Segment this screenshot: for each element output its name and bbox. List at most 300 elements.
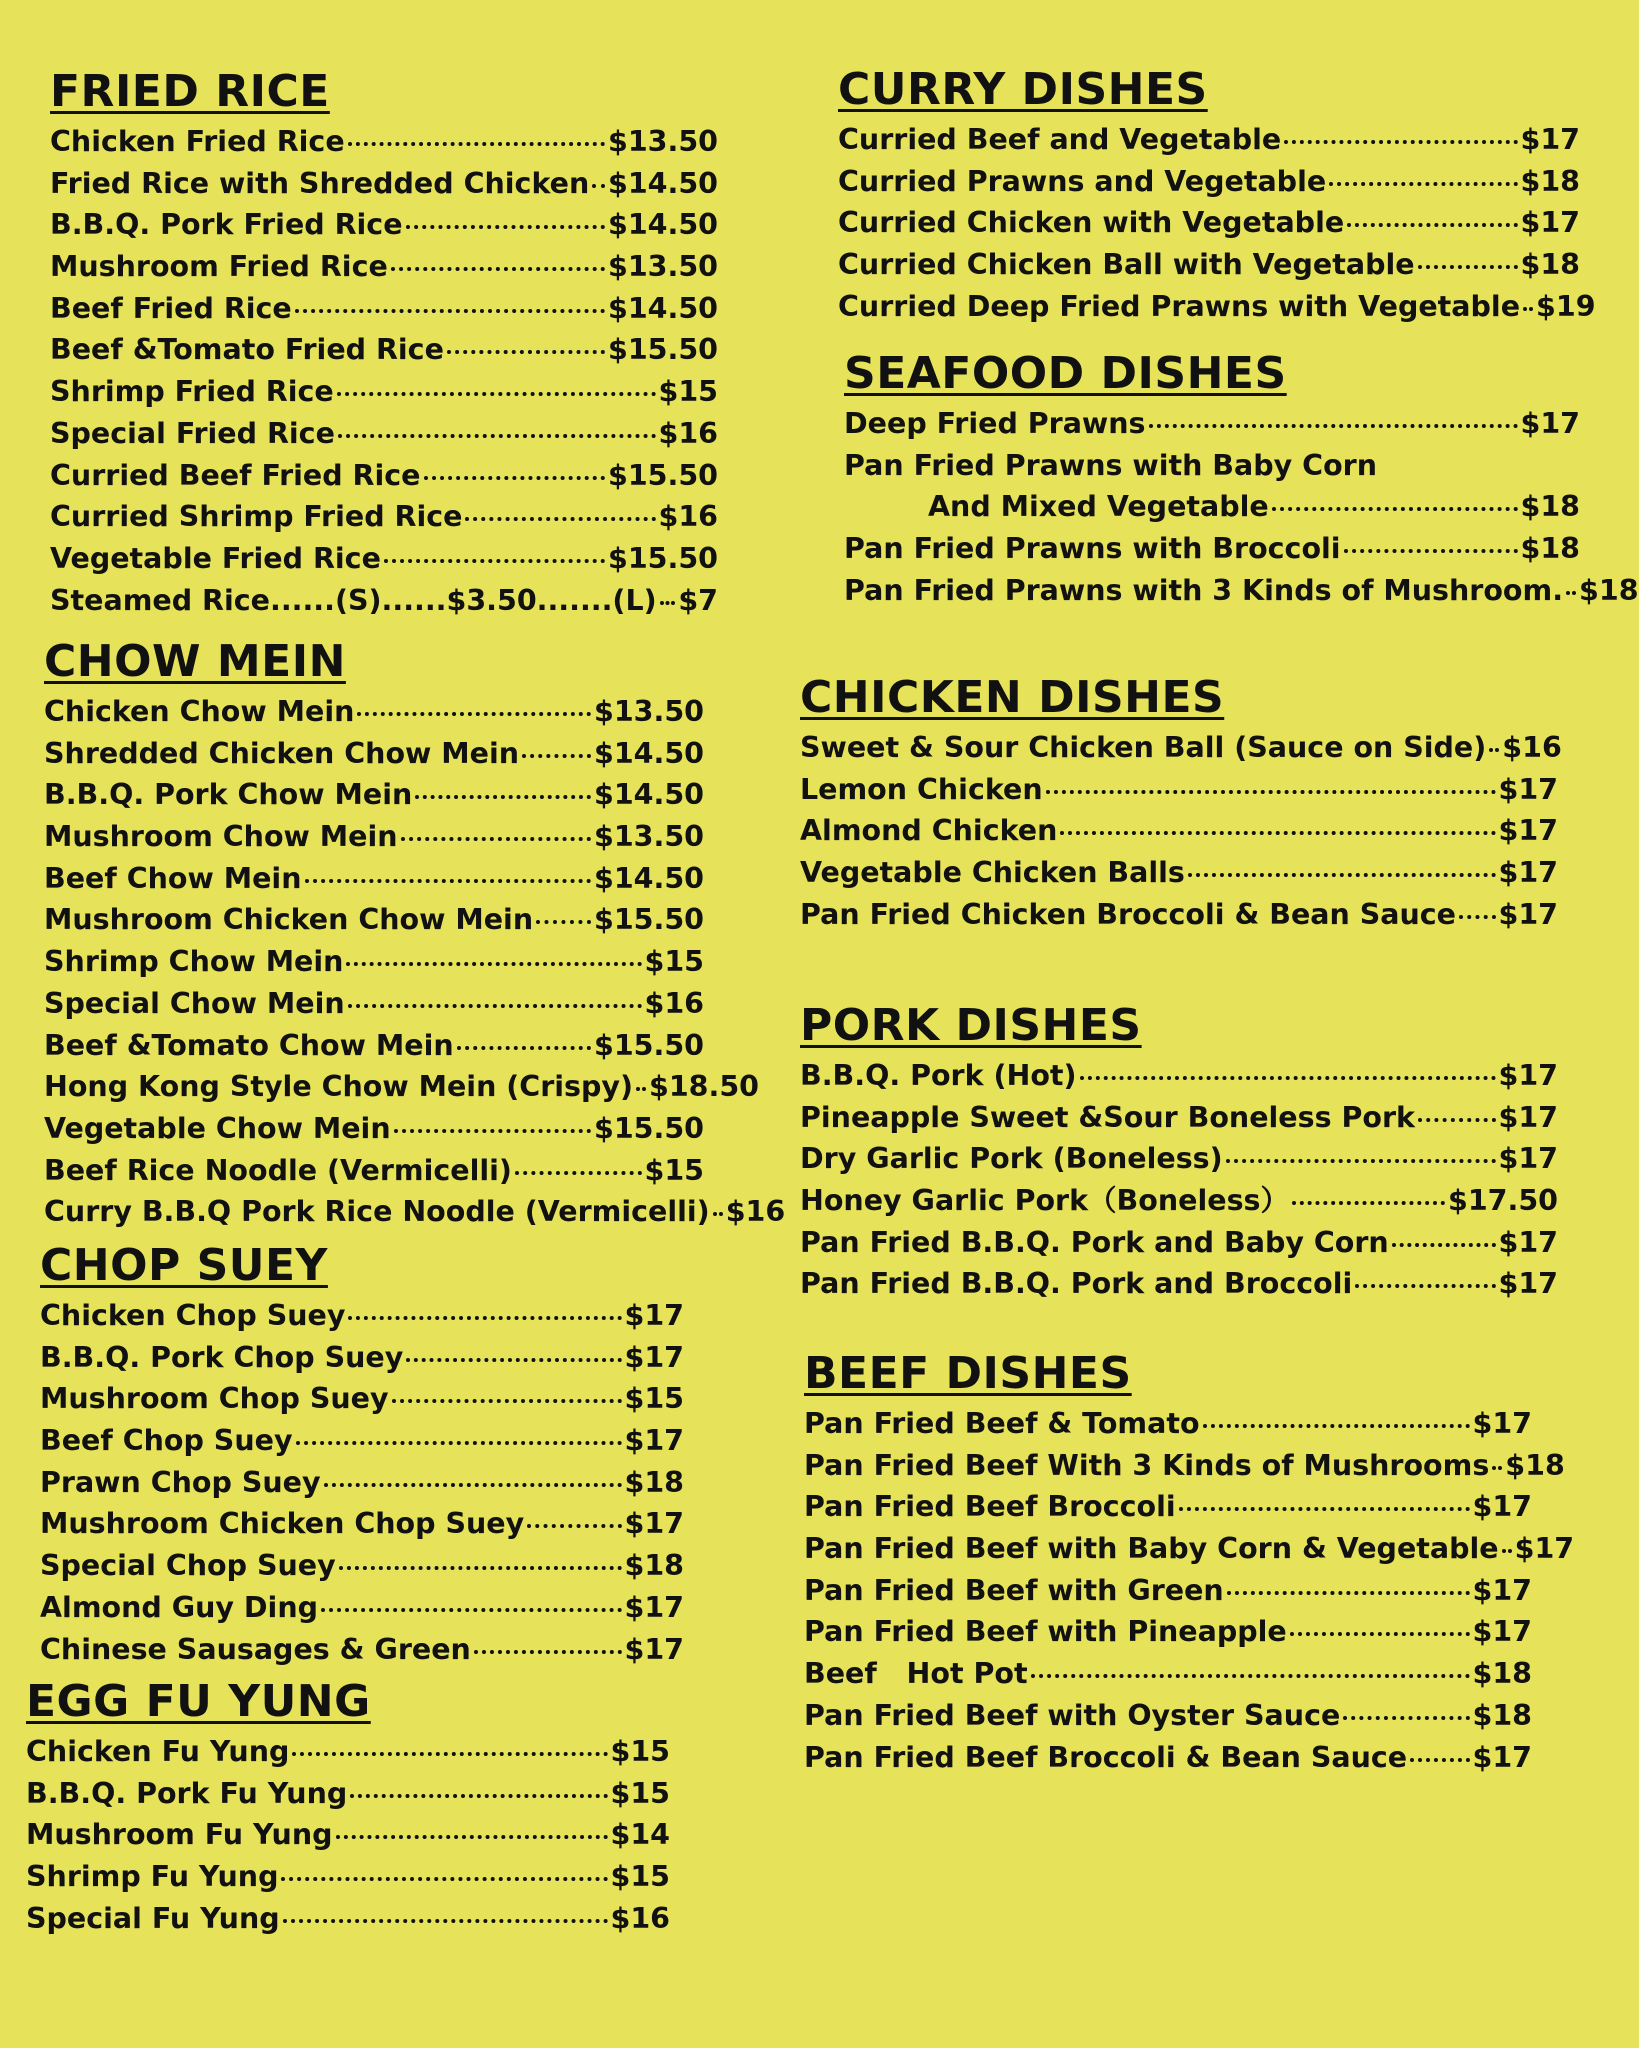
menu-item-name: Chicken Chow Mein [44, 695, 355, 728]
menu-item [50, 455, 718, 497]
dot-leader [357, 712, 591, 716]
menu-item [44, 1150, 704, 1192]
menu-item-name: Curried Beef Fried Rice [50, 458, 421, 492]
dot-leader [1080, 1076, 1496, 1080]
section-title: PORK DISHES [800, 1000, 1142, 1051]
menu-item-name: Pan Fried Beef With 3 Kinds of Mushrooms [804, 1448, 1490, 1482]
dot-leader [1418, 265, 1518, 269]
dot-leader [1355, 1284, 1495, 1288]
menu-item-name: Pan Fried Beef with Oyster Sauce [804, 1698, 1341, 1732]
menu-item [44, 1108, 704, 1150]
menu-item [804, 1528, 1575, 1570]
dot-leader [474, 1650, 622, 1654]
dot-leader [406, 225, 605, 229]
dot-leader [1188, 873, 1496, 877]
menu-item-name: Pan Fried Chicken Broccoli & Bean Sauce [800, 897, 1457, 931]
menu-item-list [804, 1403, 1575, 1778]
menu-item-name: Beef Fried Rice [50, 291, 292, 325]
menu-item-name: Steamed Rice......(S)......$3.50.......(L) [50, 583, 657, 617]
menu-item-price: $17 [1472, 1615, 1532, 1649]
menu-item-price: $15 [610, 1776, 670, 1810]
menu-item [804, 1445, 1565, 1487]
menu-item-name: Vegetable Chicken Balls [800, 856, 1185, 890]
section-chicken-dishes [800, 672, 1562, 935]
dot-leader [295, 309, 605, 313]
menu-item-price: $15.50 [594, 1028, 704, 1062]
section-title: EGG FU YUNG [26, 1676, 371, 1727]
menu-item [40, 1420, 684, 1462]
menu-item-price: $15 [610, 1735, 670, 1768]
dot-leader [338, 434, 656, 438]
dot-leader [465, 517, 655, 521]
dot-leader [1343, 1716, 1469, 1720]
menu-item-name: Mushroom Chicken Chow Mein [44, 903, 534, 937]
menu-item [50, 246, 718, 288]
menu-item-list [50, 121, 718, 621]
dot-leader [296, 1441, 622, 1445]
menu-item-name: B.B.Q. Pork Chop Suey [40, 1340, 404, 1374]
section-curry-dishes [838, 64, 1596, 327]
menu-item [40, 1587, 684, 1629]
dot-leader [660, 601, 676, 605]
menu-item-price: $19 [1536, 289, 1596, 323]
menu-item-name: Shrimp Fried Rice [50, 375, 334, 409]
menu-item-price: $15 [644, 945, 704, 979]
menu-item-name: Chicken Fried Rice [50, 125, 345, 158]
menu-item-name: Special Fu Yung [26, 1901, 280, 1935]
menu-item [800, 1180, 1558, 1222]
menu-item-name: Pan Fried Beef & Tomato [804, 1407, 1200, 1440]
dot-leader [292, 1752, 607, 1756]
menu-item-price: $15.50 [608, 541, 718, 575]
menu-item-name: Curried Shrimp Fried Rice [50, 500, 463, 534]
menu-item-price: $18 [1520, 164, 1580, 198]
menu-item [844, 570, 1639, 612]
dot-leader [1292, 1201, 1445, 1205]
menu-item-price: $16 [725, 1195, 786, 1229]
menu-item-name: Prawn Chop Suey [40, 1465, 321, 1499]
menu-item-name: Honey Garlic Pork（Boneless） [800, 1184, 1290, 1218]
menu-item-price: $18 [624, 1465, 684, 1499]
menu-item-name: Dry Garlic Pork (Boneless) [800, 1142, 1223, 1176]
menu-item-list [40, 1295, 684, 1670]
dot-leader [348, 1004, 642, 1008]
dot-leader [1410, 1758, 1469, 1762]
menu-item [804, 1737, 1532, 1779]
menu-item-price: $7 [678, 583, 718, 617]
dot-leader [1203, 1424, 1470, 1428]
menu-item-price: $16 [658, 500, 718, 534]
menu-item-price: $15 [624, 1382, 684, 1416]
menu-item-name: Deep Fried Prawns [844, 407, 1146, 440]
menu-item-name: Pan Fried Beef with Pineapple [804, 1615, 1287, 1649]
menu-item-name: Lemon Chicken [800, 772, 1043, 806]
menu-item-name: Pan Fried B.B.Q. Pork and Baby Corn [800, 1225, 1389, 1259]
menu-item [40, 1545, 684, 1587]
dot-leader [713, 1212, 723, 1216]
menu-item [838, 244, 1580, 286]
menu-item-price: $17 [1498, 1225, 1558, 1259]
section-title: FRIED RICE [50, 66, 330, 117]
section-title: CURRY DISHES [838, 64, 1208, 115]
menu-item-name: Vegetable Fried Rice [50, 541, 381, 575]
dot-leader [394, 1129, 591, 1133]
menu-item [804, 1653, 1532, 1695]
menu-item-name: Beef &Tomato Chow Mein [44, 1028, 454, 1062]
menu-item-price: $17 [1498, 814, 1558, 848]
menu-item [40, 1378, 684, 1420]
menu-item-price: $17 [1498, 772, 1558, 806]
menu-item-name: Pan Fried Prawns with Broccoli [844, 532, 1341, 566]
menu-item-name: Mushroom Fu Yung [26, 1818, 333, 1852]
menu-item-price: $18 [1520, 490, 1580, 524]
dot-leader [1031, 1674, 1470, 1678]
section-chop-suey [40, 1240, 684, 1670]
menu-item-name: B.B.Q. Pork Fu Yung [26, 1776, 348, 1810]
menu-item-price: $14.50 [608, 166, 718, 200]
menu-item [838, 161, 1580, 203]
menu-item-name: Pan Fried Beef with Green [804, 1573, 1224, 1607]
dot-leader [324, 1483, 622, 1487]
menu-item-list [838, 119, 1596, 327]
dot-leader [391, 267, 605, 271]
dot-leader [1489, 748, 1499, 752]
menu-item-list [844, 403, 1639, 611]
menu-item [44, 983, 704, 1025]
dot-leader [536, 920, 591, 924]
dot-leader [283, 1919, 608, 1923]
dot-leader [350, 1794, 607, 1798]
menu-item-name: Pan Fried Beef Broccoli & Bean Sauce [804, 1740, 1408, 1774]
dot-leader [1284, 140, 1517, 144]
dot-leader [281, 1877, 607, 1881]
menu-item-price: $17 [624, 1507, 684, 1541]
dot-leader [415, 795, 591, 799]
menu-item-price: $16 [1502, 731, 1562, 764]
menu-item-price: $18.50 [649, 1070, 759, 1104]
menu-item-price: $15.50 [608, 333, 718, 367]
menu-item-list [800, 727, 1562, 935]
dot-leader [384, 559, 605, 563]
menu-item [838, 119, 1580, 161]
menu-item-price: $17 [1498, 1100, 1558, 1134]
menu-item-name: Almond Chicken [800, 814, 1058, 848]
menu-item [26, 1731, 670, 1773]
menu-item-price: $17 [1498, 1142, 1558, 1176]
dot-leader [1226, 1159, 1496, 1163]
menu-item [40, 1295, 684, 1337]
menu-item [44, 1066, 759, 1108]
menu-item [50, 538, 718, 580]
dot-leader [406, 1358, 621, 1362]
menu-item-name: And Mixed Vegetable [928, 490, 1269, 524]
menu-item-price: $18 [1472, 1657, 1532, 1691]
menu-item-name: Curry B.B.Q Pork Rice Noodle (Vermicelli) [44, 1195, 710, 1229]
menu-item [50, 413, 718, 455]
menu-item-price: $14.50 [594, 778, 704, 812]
menu-item-price: $14.50 [608, 208, 718, 242]
menu-item-price: $14 [610, 1818, 670, 1852]
menu-item [804, 1695, 1532, 1737]
menu-item-price: $16 [644, 986, 704, 1020]
dot-leader [447, 350, 605, 354]
menu-item [44, 733, 704, 775]
dot-leader [1347, 223, 1517, 227]
dot-leader [522, 754, 591, 758]
menu-item-name: Chicken Fu Yung [26, 1735, 290, 1768]
menu-item-price: $13.50 [608, 250, 718, 284]
dot-leader [527, 1524, 621, 1528]
menu-item-price: $17 [1498, 1059, 1558, 1092]
dot-leader [424, 476, 606, 480]
menu-item [40, 1629, 684, 1671]
menu-item-name: Curried Chicken Ball with Vegetable [838, 248, 1415, 282]
menu-item [50, 163, 718, 205]
menu-item [44, 899, 704, 941]
dot-leader [401, 837, 591, 841]
dot-leader [1392, 1243, 1496, 1247]
menu-item [838, 202, 1580, 244]
menu-item [44, 941, 704, 983]
dot-leader [1459, 915, 1495, 919]
menu-item [800, 727, 1562, 769]
menu-item-name: Pan Fried Beef Broccoli [804, 1490, 1176, 1524]
section-chow-mein [44, 636, 786, 1233]
menu-item-name: Hong Kong Style Chow Mein (Crispy) [44, 1070, 634, 1104]
menu-item-name: Vegetable Chow Mein [44, 1111, 391, 1145]
menu-item-price: $18 [1520, 248, 1580, 282]
menu-item [804, 1403, 1532, 1445]
menu-item [50, 288, 718, 330]
menu-item [50, 121, 718, 163]
menu-item-name: Chicken Chop Suey [40, 1299, 346, 1332]
menu-item-name: Special Chop Suey [40, 1549, 336, 1583]
menu-item-price: $17 [1520, 206, 1580, 240]
menu-item-name: B.B.Q. Pork Fried Rice [50, 208, 403, 242]
menu-item-price: $14.50 [608, 291, 718, 325]
menu-item-price: $17 [624, 1632, 684, 1666]
menu-item-price: $17 [1472, 1490, 1532, 1524]
menu-item-price: $17 [624, 1299, 684, 1332]
menu-item-name: Beef Chop Suey [40, 1424, 293, 1458]
menu-item-price: $17 [624, 1590, 684, 1624]
menu-item-name: Shredded Chicken Chow Mein [44, 736, 520, 770]
menu-item-name: Curried Prawns and Vegetable [838, 164, 1327, 198]
dot-leader [636, 1087, 646, 1091]
menu-item [44, 691, 704, 733]
menu-item-price: $15.50 [608, 458, 718, 492]
dot-leader [305, 879, 592, 883]
menu-item-name: Pan Fried Prawns with Baby Corn [844, 448, 1377, 482]
menu-item-name: Pan Fried Prawns with 3 Kinds of Mushroom. [844, 573, 1564, 607]
menu-item-price: $17 [1514, 1532, 1575, 1566]
menu-item-price: $17 [1472, 1407, 1532, 1440]
menu-item-name: Sweet & Sour Chicken Ball (Sauce on Side) [800, 731, 1487, 764]
menu-item [44, 858, 704, 900]
menu-item [800, 852, 1558, 894]
menu-item-name: Shrimp Fu Yung [26, 1860, 279, 1894]
dot-leader [1149, 424, 1518, 428]
dot-leader [1492, 1466, 1502, 1470]
menu-item-name: Curried Deep Fried Prawns with Vegetable [838, 289, 1521, 323]
menu-item [44, 774, 704, 816]
dot-leader [392, 1399, 622, 1403]
menu-item [838, 286, 1596, 328]
dot-leader [1329, 182, 1517, 186]
menu-item [844, 403, 1580, 445]
menu-item-name: Beef Hot Pot [804, 1657, 1028, 1691]
menu-item-price: $17 [1498, 856, 1558, 890]
dot-leader [1290, 1632, 1470, 1636]
menu-item [26, 1773, 670, 1815]
menu-item-list [800, 1055, 1558, 1305]
section-beef-dishes [804, 1348, 1575, 1778]
menu-item-name: Special Fried Rice [50, 416, 335, 450]
menu-item-price: $15.50 [594, 903, 704, 937]
menu-item [804, 1570, 1532, 1612]
menu-item [44, 816, 704, 858]
menu-item-name: B.B.Q. Pork (Hot) [800, 1059, 1077, 1092]
menu-item-name: Mushroom Fried Rice [50, 250, 388, 284]
menu-item-price: $18 [1520, 532, 1580, 566]
dot-leader [1418, 1118, 1496, 1122]
menu-item-price: $18 [1505, 1448, 1565, 1482]
menu-item-price: $13.50 [594, 695, 704, 728]
menu-item-name: Special Chow Mein [44, 986, 345, 1020]
menu-item [44, 1025, 704, 1067]
section-pork-dishes [800, 1000, 1558, 1305]
menu-item-name: Pan Fried B.B.Q. Pork and Broccoli [800, 1267, 1353, 1301]
menu-item-name: Beef &Tomato Fried Rice [50, 333, 444, 367]
menu-item [44, 1191, 786, 1233]
menu-item-price: $16 [658, 416, 718, 450]
menu-item-name: Curried Chicken with Vegetable [838, 206, 1345, 240]
dot-leader [515, 1171, 642, 1175]
menu-item [800, 1263, 1558, 1305]
menu-item [800, 769, 1558, 811]
menu-item-price: $17 [1472, 1573, 1532, 1607]
dot-leader [1227, 1591, 1470, 1595]
menu-item-name: Mushroom Chop Suey [40, 1382, 389, 1416]
dot-leader [592, 184, 605, 188]
menu-item [804, 1611, 1532, 1653]
menu-item [50, 204, 718, 246]
menu-item-price: $17 [1520, 407, 1580, 440]
dot-leader [339, 1566, 622, 1570]
menu-item-name: Pineapple Sweet &Sour Boneless Pork [800, 1100, 1415, 1134]
menu-item-price: $17 [1498, 897, 1558, 931]
section-title: SEAFOOD DISHES [844, 348, 1287, 399]
menu-item [26, 1898, 670, 1940]
menu-item-name: Pan Fried Beef with Baby Corn & Vegetable [804, 1532, 1499, 1566]
dot-leader [336, 1835, 608, 1839]
menu-item-price: $18 [1472, 1698, 1532, 1732]
menu-item-name: Shrimp Chow Mein [44, 945, 344, 979]
menu-item [50, 371, 718, 413]
menu-item [844, 486, 1580, 528]
menu-item-price: $18 [624, 1549, 684, 1583]
menu-item [50, 329, 718, 371]
dot-leader [1179, 1507, 1470, 1511]
menu-item-price: $13.50 [594, 820, 704, 854]
dot-leader [1046, 790, 1496, 794]
menu-item-price: $15.50 [594, 1111, 704, 1145]
menu-item [40, 1462, 684, 1504]
dot-leader [1344, 549, 1518, 553]
section-title: BEEF DISHES [804, 1348, 1132, 1399]
menu-item-list [44, 691, 786, 1233]
section-title: CHOW MEIN [44, 636, 346, 687]
menu-item-price: $15 [610, 1860, 670, 1894]
menu-item [844, 528, 1580, 570]
menu-item-name: B.B.Q. Pork Chow Mein [44, 778, 413, 812]
dot-leader [1566, 591, 1576, 595]
section-egg-fu-yung [26, 1676, 670, 1939]
menu-item-price: $16 [610, 1901, 670, 1935]
menu-item-price: $15 [644, 1153, 704, 1187]
dot-leader [457, 1046, 591, 1050]
menu-item [800, 1222, 1558, 1264]
menu-item [40, 1337, 684, 1379]
menu-item [26, 1814, 670, 1856]
section-title: CHICKEN DISHES [800, 672, 1225, 723]
section-title: CHOP SUEY [40, 1240, 328, 1291]
menu-item-price: $14.50 [594, 736, 704, 770]
menu-item [50, 496, 718, 538]
menu-item [800, 894, 1558, 936]
dot-leader [1502, 1549, 1512, 1553]
dot-leader [337, 392, 656, 396]
menu-item-name: Mushroom Chicken Chop Suey [40, 1507, 525, 1541]
menu-item-name: Chinese Sausages & Green [40, 1632, 471, 1666]
dot-leader [321, 1608, 621, 1612]
menu-item [800, 1097, 1558, 1139]
menu-item-price: $17 [624, 1424, 684, 1458]
dot-leader [1272, 507, 1518, 511]
menu-item-name: Fried Rice with Shredded Chicken [50, 166, 590, 200]
dot-leader [348, 1316, 621, 1320]
menu-item-price: $17 [624, 1340, 684, 1374]
menu-item [800, 1138, 1558, 1180]
section-seafood-dishes [844, 348, 1639, 611]
menu-item-price: $15 [658, 375, 718, 409]
menu-item [50, 580, 718, 622]
menu-item-price: $14.50 [594, 861, 704, 895]
menu-item-price: $17 [1520, 123, 1580, 156]
dot-leader [1060, 831, 1495, 835]
menu-item [26, 1856, 670, 1898]
menu-item-name: Mushroom Chow Mein [44, 820, 398, 854]
dot-leader [348, 142, 605, 146]
menu-item [40, 1503, 684, 1545]
dot-leader [1523, 307, 1533, 311]
menu-item-price: $18 [1579, 573, 1639, 607]
menu-item-price: $17 [1498, 1267, 1558, 1301]
menu-item-name: Beef Rice Noodle (Vermicelli) [44, 1153, 512, 1187]
menu-item-name: Curried Beef and Vegetable [838, 123, 1282, 156]
menu-item-name: Almond Guy Ding [40, 1590, 319, 1624]
menu-item-price: $17.50 [1448, 1184, 1558, 1218]
menu-item [804, 1486, 1532, 1528]
menu-item-price: $13.50 [608, 125, 718, 158]
dot-leader [346, 962, 641, 966]
menu-item-name: Beef Chow Mein [44, 861, 302, 895]
menu-item [800, 810, 1558, 852]
section-fried-rice [50, 66, 718, 621]
menu-item [800, 1055, 1558, 1097]
menu-item-price: $17 [1472, 1740, 1532, 1774]
menu-item-list [26, 1731, 670, 1939]
